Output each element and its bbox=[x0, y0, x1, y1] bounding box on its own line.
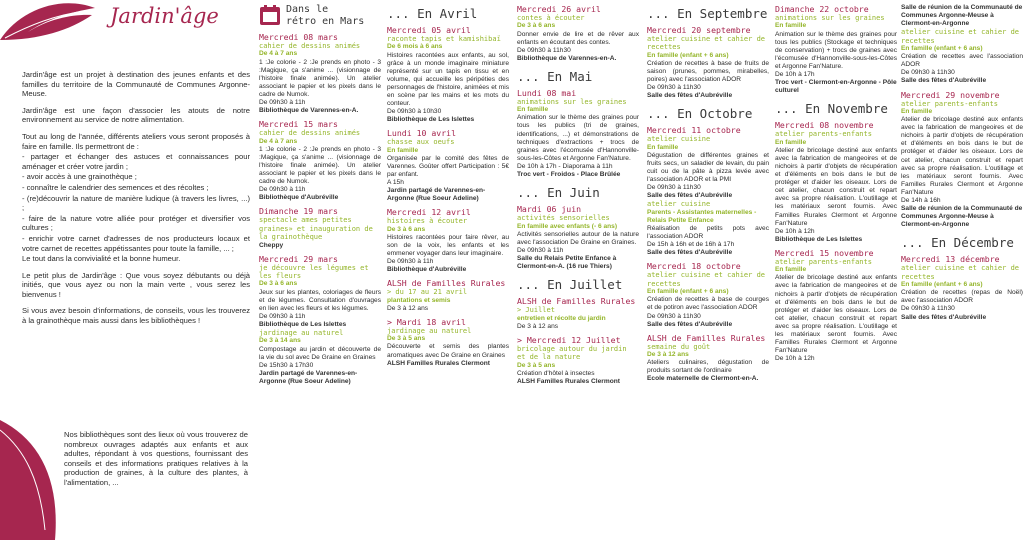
event-description: Atelier de bricolage destiné aux enfants avec la fabrication de mangeoires et de nichoirs à partir d'objets de récupération et d'éléments en bois dans le but de protéger et d'aider les oiseaux. Lors de cet atelier, chacun construit et repart avec sa propre réalisation. L'outillage et les matériaux seront fournis. Avec Familles Rurales Clermont et Argonne Fan'Nature bbox=[901, 116, 1023, 196]
event-block bbox=[517, 296, 639, 331]
event-title: cahier de dessins animés bbox=[259, 42, 361, 50]
event-audience: De 3 à 14 ans bbox=[259, 337, 301, 345]
event-description: Animation sur le thème des graines pour tous les publics (tri de graines, identifications, ...) et démonstrations de techniques d'extractions + trocs de graines avec l'écomusée d'Hannonville-sous-les-Côtes et Argonne Fan'Nature. bbox=[517, 114, 639, 162]
intro-text bbox=[22, 70, 250, 333]
event-block bbox=[517, 335, 639, 386]
event-date: Mercredi 29 mars bbox=[259, 253, 338, 264]
event-title: activités sensorielles bbox=[517, 214, 610, 223]
event-place: Troc vert - Clermont-en-Argonne - Pôle culturel bbox=[775, 79, 897, 95]
event-title: animations sur les graines bbox=[517, 97, 627, 106]
event-description: Atelier de bricolage destiné aux enfants avec la fabrication de mangeoires et de nichoirs à partir d'objets de récupération et d'éléments en bois dans le but de protéger et d'aider les oiseaux. Lors de cet atelier, chacun construit et repart avec sa propre réalisation. L'outillage et les matériaux seront fournis. Avec Familles Rurales Clermont et Argonne Fan'Nature bbox=[775, 274, 897, 355]
brand-title: Jardin'âge bbox=[110, 4, 219, 28]
event-date: Mercredi 15 novembre bbox=[775, 247, 874, 258]
event-hours: De 09h30 à 11h30 bbox=[901, 305, 955, 313]
event-place: Salle de réunion de la Communauté de Communes Argonne-Meuse à Clermont-en-Argonne bbox=[901, 4, 1023, 28]
event-block bbox=[259, 32, 381, 115]
event-date: Mercredi 26 avril bbox=[517, 4, 601, 14]
event-title: atelier cuisine et cahier de recettes bbox=[647, 35, 766, 52]
event-block bbox=[901, 90, 1023, 230]
event-title: spectacle ames petites graines» et inauguration de la grainothèque bbox=[259, 216, 373, 242]
event-block bbox=[259, 329, 381, 386]
column-may-july bbox=[515, 0, 641, 540]
event-place: Bibliothèque de Varennes-en-A. bbox=[517, 54, 617, 62]
event-hours: De 10h à 12h bbox=[775, 355, 815, 363]
event-date: > Mardi 18 avril bbox=[387, 316, 466, 327]
column-november bbox=[773, 0, 899, 540]
calendar-icon bbox=[259, 4, 281, 26]
event-audience: En famille bbox=[517, 106, 549, 114]
event-audience: De 3 à 6 ans bbox=[517, 22, 556, 30]
event-hours: De 09h30 à 11h bbox=[259, 98, 306, 106]
month-heading: ... En Novembre bbox=[775, 101, 888, 117]
event-hours: De 15h à 16h et de 16h à 17h bbox=[647, 241, 735, 249]
event-description: Création de recettes à base de fruits de saison (prunes, pommes, mirabelles, poires) avec l'association ADOR bbox=[647, 59, 769, 84]
event-hours: De 09h30 à 11h30 bbox=[901, 69, 955, 77]
event-place: Jardin partagé de Varennes-en-Argonne (Rue Soeur Adeline) bbox=[387, 187, 486, 203]
month-heading: ... En Septembre bbox=[647, 6, 768, 21]
event-hours: De 09h30 à 11h30 bbox=[647, 312, 701, 320]
event-place: Cheppy bbox=[259, 241, 284, 249]
event-description: Découverte et semis des plantes aromatiques avec De Graine en Graines bbox=[387, 343, 509, 359]
intro-p: - (re)découvrir la nature de manière ludique (à travers les livres, ...) ; bbox=[22, 193, 250, 213]
event-block bbox=[259, 254, 381, 329]
event-audience: En famille bbox=[387, 146, 419, 154]
month-heading: ... En Décembre bbox=[901, 235, 1014, 251]
event-audience: En famille bbox=[775, 266, 807, 274]
event-block bbox=[901, 254, 1023, 321]
event-audience: En famille (enfant + 6 ans) bbox=[901, 281, 983, 289]
event-date: Mercredi 12 avril bbox=[387, 207, 471, 218]
event-description: Histoires racontées pour faire rêver, au son de la voix, les enfants et les emmener voyager dans leur imaginaire. bbox=[387, 233, 509, 258]
retro-title bbox=[286, 4, 364, 28]
column-december bbox=[899, 0, 1024, 540]
event-title: semaine du goût bbox=[647, 342, 711, 351]
event-description: Jeux sur les plantes, coloriages de fleurs et de légumes. Consultation d'ouvrages en lien avec les fleurs et les légumes. bbox=[259, 288, 381, 312]
intro-p: - connaître le calendrier des semences et des récoltes ; bbox=[22, 182, 209, 192]
event-description: Dégustation de différentes graines et fruits secs, un saladier de levain, du pain cuit ou de la pâte à pizza levée avec l'association ADOR et la PMI bbox=[647, 151, 769, 184]
event-block bbox=[775, 120, 897, 244]
event-title: atelier parents-enfants bbox=[901, 99, 998, 108]
event-block bbox=[647, 125, 769, 200]
event-place: Salle des fêtes d'Aubréville bbox=[647, 320, 733, 328]
intro-p: - partager et échanger des astuces et connaissances pour aménager et créer votre jardin ; bbox=[22, 152, 250, 171]
event-description: Création de recettes (repas de Noël) avec l'association ADOR bbox=[901, 289, 1023, 305]
event-audience: En famille (enfant + 6 ans) bbox=[647, 51, 729, 59]
event-block bbox=[517, 204, 639, 271]
event-hours: De 09h30 à 11h bbox=[259, 186, 306, 194]
event-block bbox=[387, 317, 509, 368]
event-date: Mercredi 20 septembre bbox=[647, 25, 751, 35]
event-title: jardinage au naturel bbox=[387, 326, 472, 335]
event-audience: De 3 à 5 ans bbox=[517, 361, 556, 369]
event-title: jardinage au naturel bbox=[259, 329, 344, 337]
event-hours: De 09h30 à 11h30 bbox=[647, 184, 701, 192]
event-title: atelier cuisine et cahier de recettes bbox=[647, 271, 766, 288]
event-date: Mercredi 13 décembre bbox=[901, 254, 1000, 265]
event-title: je découvre les légumes et les fleurs bbox=[259, 263, 369, 281]
event-block bbox=[387, 278, 509, 313]
intro-panel bbox=[0, 0, 252, 540]
column-april bbox=[385, 0, 511, 540]
event-hours: De 15h30 à 17h30 bbox=[259, 361, 314, 369]
event-description: Réalisation de petits pots avec l'association ADOR bbox=[647, 225, 769, 241]
event-block bbox=[647, 200, 769, 257]
intro-p: Si vous avez besoin d'informations, de conseils, vous les trouverez à la grainothèque mais aussi dans les bibliothèques ! bbox=[22, 306, 250, 326]
event-title: contes à écouter bbox=[517, 14, 585, 22]
event-description: 1 :Je colorie - 2 :Je prends en photo - 3 :Magique, ça s'anime ... (visionnage de l'histoire finale animée). Un atelier associant le papier et les pixels dans le cadre de Numok. bbox=[259, 145, 381, 186]
intro-p: Le petit plus de Jardin'âge : Que vous soyez débutants ou déjà initiés, que vous ayez ou non la main verte , vous serez les bienvenus ! bbox=[22, 270, 250, 299]
event-date: Dimanche 19 mars bbox=[259, 206, 338, 217]
event-block bbox=[259, 206, 381, 249]
event-block bbox=[901, 28, 1023, 85]
event-title: chasse aux oeufs bbox=[387, 138, 455, 147]
event-audience: De 4 à 7 ans bbox=[259, 50, 298, 58]
event-block bbox=[647, 25, 769, 100]
event-place: Bibliothèque de Varennes-en-A. bbox=[259, 107, 359, 115]
event-title: atelier parents-enfants bbox=[775, 130, 872, 139]
event-hours: De 09h30 à 11h bbox=[387, 258, 434, 266]
event-hours: De 09h30 à 11h bbox=[517, 246, 564, 254]
event-title: bricolage autour du jardin et de la nature bbox=[517, 344, 627, 362]
event-audience: En famille bbox=[775, 22, 807, 30]
retro-title-line: rétro en Mars bbox=[286, 16, 365, 27]
event-hours: De 09h30 à 11h30 bbox=[647, 84, 701, 92]
event-audience: De 3 à 6 ans bbox=[387, 225, 426, 233]
event-date: ALSH de Familles Rurales bbox=[647, 332, 766, 343]
event-place: Bibliothèque de Les Islettes bbox=[775, 235, 863, 243]
event-date: Mardi 06 juin bbox=[517, 204, 582, 215]
event-audience: plantations et semis bbox=[387, 296, 451, 304]
event-place: Ecole maternelle de Clermont-en-A. bbox=[647, 375, 759, 383]
event-place: Salle des fêtes d'Aubréville bbox=[647, 249, 733, 257]
event-title: atelier cuisine bbox=[647, 200, 711, 209]
event-place: Salle des fêtes d'Aubréville bbox=[901, 77, 987, 85]
event-date: Lundi 08 mai bbox=[517, 87, 577, 98]
intro-p: Tout au long de l'année, différents ateliers vous seront proposés à faire en famille. Ils permettront de : bbox=[22, 131, 250, 151]
event-title: histoires à écouter bbox=[387, 217, 468, 226]
event-place: Bibliothèque d'Aubréville bbox=[259, 194, 339, 202]
event-audience: En famille bbox=[775, 138, 807, 146]
event-description: 1 :Je colorie - 2 :Je prends en photo - 3 :Magique, ça s'anime ... (visionnage de l'histoire finale animée). Un atelier associant le papier et les pixels dans le cadre de Numok. bbox=[259, 58, 381, 98]
event-date: Mercredi 08 novembre bbox=[775, 120, 874, 131]
event-date: Mercredi 15 mars bbox=[259, 119, 338, 130]
intro-p: Jardin'âge est un projet à destination des jeunes enfants et des familles du territoire de la Communauté de Communes Argonne-Meuse. bbox=[22, 70, 250, 99]
event-hours: De 10h à 12h bbox=[775, 227, 815, 235]
event-hours: De 14h à 16h bbox=[901, 197, 941, 204]
event-description: De 3 à 12 ans bbox=[387, 304, 429, 312]
event-place: Bibliothèque de Les Islettes bbox=[387, 116, 475, 124]
event-description: Création d'hôtel à insectes bbox=[517, 369, 595, 377]
intro-p: - faire de la nature votre alliée pour protéger et diversifier vos cultures ; bbox=[22, 213, 250, 233]
event-title: animations sur les graines bbox=[775, 14, 885, 22]
month-heading: ... En Juin bbox=[517, 185, 600, 201]
event-date: Mercredi 29 novembre bbox=[901, 89, 1000, 100]
event-date: > Mercredi 12 Juillet bbox=[517, 334, 621, 345]
event-hours: A 15h bbox=[387, 179, 404, 187]
event-description: Animation sur le thème des graines pour tous les publics (Stockage et techniques de conservation) + trocs de graines avec l'écomusée d'Hannonville-sous-les-Côtes et Argonne Fan'Nature. bbox=[775, 30, 897, 70]
libraries-text: Nos bibliothèques sont des lieux où vous trouverez de nombreux ouvrages adaptés aux enfants et aux adultes, répondant à vos questions, fournissant des conseils et des informations pratiques relatives à la production de graines, à la culture des plantes, à l'alimentation, ... bbox=[64, 430, 248, 487]
event-place: Salle des fêtes d'Aubréville bbox=[647, 92, 733, 100]
month-heading: ... En Mai bbox=[517, 68, 593, 84]
event-date: ALSH de Familles Rurales bbox=[517, 296, 636, 307]
retro-header bbox=[259, 4, 381, 28]
column-march bbox=[257, 0, 383, 540]
event-audience: De 6 mois à 6 ans bbox=[387, 43, 443, 51]
event-block bbox=[517, 88, 639, 179]
event-block bbox=[259, 119, 381, 202]
event-date: ALSH de Familles Rurales bbox=[387, 278, 506, 289]
event-title: atelier cuisine bbox=[647, 135, 711, 144]
event-place: ALSH Familles Rurales Clermont bbox=[387, 359, 490, 367]
event-audience: En famille bbox=[901, 107, 933, 115]
event-description: De 3 à 12 ans bbox=[517, 322, 559, 330]
intro-p: Le tout dans la convivialité et la bonne humeur. bbox=[22, 254, 181, 264]
event-block bbox=[775, 248, 897, 364]
event-hours: De 09h30 à 10h30 bbox=[387, 108, 442, 116]
event-date: Mercredi 05 avril bbox=[387, 25, 471, 35]
event-audience: En famille bbox=[647, 143, 679, 151]
event-block bbox=[647, 333, 769, 384]
event-title: raconte tapis et kamishibaï bbox=[387, 35, 501, 43]
event-place: Jardin partagé de Varennes-en-Argonne (Rue Soeur Adeline) bbox=[259, 369, 358, 385]
event-audience: De 4 à 7 ans bbox=[259, 137, 298, 145]
event-title: > du 17 au 21 avril bbox=[387, 288, 468, 297]
event-description: Activités sensorielles autour de la nature avec l'association De Graine en Graines. bbox=[517, 230, 639, 246]
event-block bbox=[775, 4, 897, 95]
event-title: atelier cuisine et cahier de recettes bbox=[901, 264, 1020, 281]
event-place: ALSH Familles Rurales Clermont bbox=[517, 377, 620, 385]
event-audience: De 3 à 5 ans bbox=[387, 335, 426, 343]
event-place: Bibliothèque de Les Islettes bbox=[259, 320, 347, 328]
event-title: cahier de dessins animés bbox=[259, 129, 361, 138]
month-heading: ... En Octobre bbox=[647, 106, 753, 122]
event-date: Lundi 10 avril bbox=[387, 128, 457, 139]
event-title: atelier cuisine et cahier de recettes bbox=[901, 28, 1020, 45]
event-place: Bibliothèque d'Aubréville bbox=[387, 266, 467, 274]
leaf-icon bbox=[0, 0, 100, 60]
event-audience: De 3 à 6 ans bbox=[259, 280, 298, 288]
event-date: Mercredi 11 octobre bbox=[647, 125, 741, 136]
event-description: Donner envie de lire et de rêver aux enfants en écoutant des contes. bbox=[517, 30, 639, 46]
event-place: Troc vert - Froidos - Place Brûlée bbox=[517, 171, 621, 179]
event-audience: entretien et récolte du jardin bbox=[517, 314, 606, 322]
event-block bbox=[387, 25, 509, 124]
event-audience: De 3 à 12 ans bbox=[647, 351, 689, 359]
retro-title-line: Dans le bbox=[286, 4, 329, 15]
event-block bbox=[387, 128, 509, 203]
column-sept-oct bbox=[645, 0, 771, 540]
event-date: Mercredi 18 octobre bbox=[647, 261, 741, 272]
event-hours: De 09h30 à 11h bbox=[259, 312, 306, 320]
event-date: Dimanche 22 octobre bbox=[775, 4, 869, 14]
intro-p: - enrichir votre carnet d'adresses de nos producteurs locaux et votre carnet de recettes appétissantes pour toute la famille, ... ; bbox=[22, 233, 250, 253]
event-hours: De 10h à 17h - Diaporama à 11h bbox=[517, 162, 613, 170]
event-description: Création de recettes à base de courges et de potiron avec l'association ADOR bbox=[647, 296, 769, 312]
event-place: Salle du Relais Petite Enfance à Clermont-en-A. (16 rue Thiers) bbox=[517, 254, 617, 270]
intro-p: Jardin'âge est une façon d'associer les atouts de notre environnement au service de notre alimentation. bbox=[22, 105, 250, 125]
event-place: Salle des fêtes d'Aubréville bbox=[647, 192, 733, 200]
month-heading: ... En Juillet bbox=[517, 277, 623, 293]
event-block bbox=[517, 4, 639, 63]
event-date: Mercredi 08 mars bbox=[259, 32, 338, 42]
event-block bbox=[387, 207, 509, 274]
event-hours: De 09h30 à 11h30 bbox=[517, 46, 571, 54]
event-title: atelier parents-enfants bbox=[775, 257, 872, 266]
event-block bbox=[647, 261, 769, 328]
event-hours: De 10h à 17h bbox=[775, 70, 815, 78]
event-audience: En famille (enfant + 6 ans) bbox=[647, 288, 729, 296]
event-audience: En famille (enfant + 6 ans) bbox=[901, 45, 983, 53]
event-description: Création de recettes avec l'association ADOR bbox=[901, 53, 1023, 69]
event-description: Compostage au jardin et découverte de la vie du sol avec De Graine en Graines bbox=[259, 345, 381, 361]
intro-p: - avoir accès à une grainothèque ; bbox=[22, 172, 137, 182]
event-description: Organisée par le comité des fêtes de Varennes. Goûter offert Participation : 5€ par enfant. bbox=[387, 154, 509, 179]
event-audience: En famille avec enfants (- 6 ans) bbox=[517, 222, 618, 230]
event-description: Histoires racontées aux enfants, au sol, grâce à un monde imaginaire miniature représenté sur un tapis en tissu et en volume, qui accueille les péripéties des personnages de l'histoire, animées et mis en scène par les mains et les mots du conteur. bbox=[387, 51, 509, 108]
month-heading: ... En Avril bbox=[387, 6, 478, 21]
event-description: Ateliers culinaires, dégustation de produits sortant de l'ordinaire bbox=[647, 359, 769, 375]
event-place: Salle de réunion de la Communauté de Communes Argonne-Meuse à Clermont-en-Argonne bbox=[901, 205, 1023, 229]
event-place: Salle des fêtes d'Aubréville bbox=[901, 313, 987, 321]
event-audience: Parents - Assistantes maternelles - Relais Petite Enfance bbox=[647, 208, 757, 224]
event-description: Atelier de bricolage destiné aux enfants avec la fabrication de mangeoires et de nichoirs à partir d'objets de récupération et d'éléments en bois dans le but de protéger et d'aider les oiseaux. Lors de cet atelier, chacun construit et repart avec sa propre réalisation. L'outillage et les matériaux seront fournis. Avec Familles Rurales Clermont et Argonne Fan'Nature bbox=[775, 146, 897, 227]
event-title: > Juillet bbox=[517, 306, 555, 315]
